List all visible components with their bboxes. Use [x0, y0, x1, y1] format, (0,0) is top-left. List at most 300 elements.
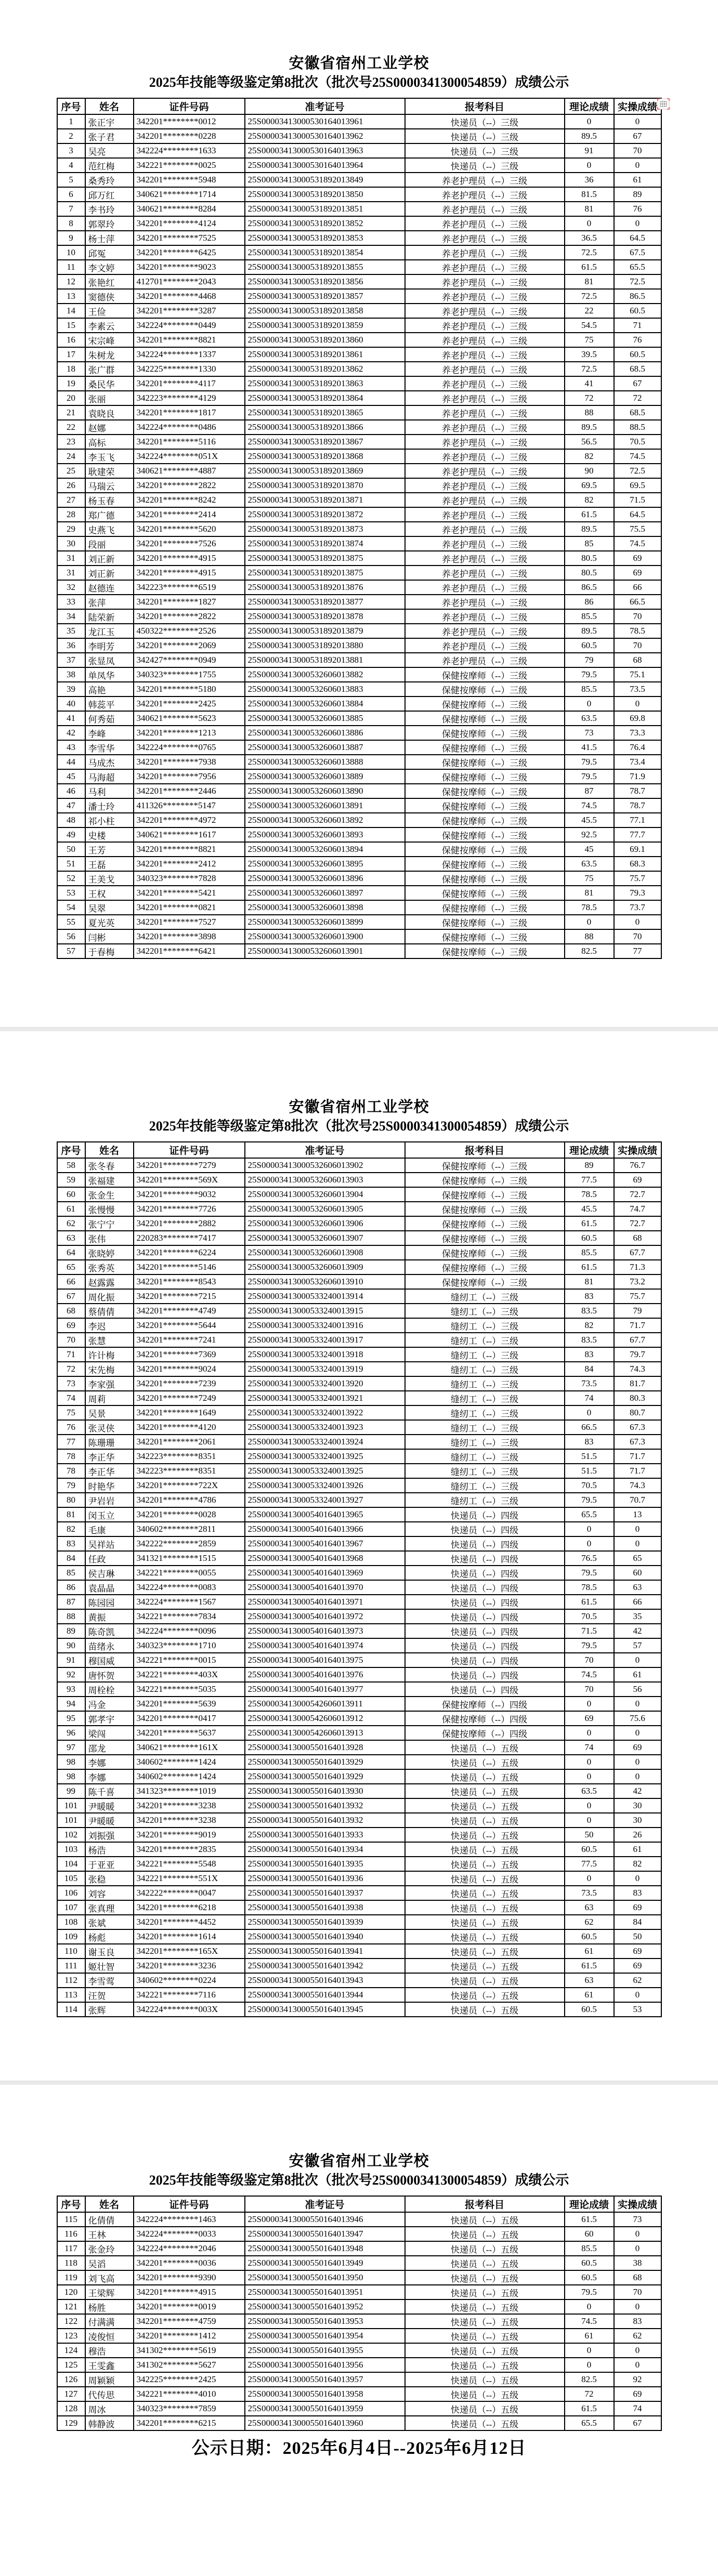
cell-id-number: 341302********5627 [134, 2358, 245, 2372]
cell-name: 王俭 [85, 304, 134, 318]
cell-theory-score: 83 [565, 1435, 614, 1449]
cell-exam-number: 25S00003413000531892013874 [245, 536, 405, 551]
cell-name: 窦德侠 [85, 289, 134, 304]
cell-seq: 116 [57, 2227, 85, 2241]
cell-subject: 快递员（--）五级 [405, 1900, 565, 1915]
cell-seq: 13 [57, 289, 85, 304]
cell-subject: 养老护理员（--）三级 [405, 449, 565, 464]
cell-exam-number: 25S00003413000531892013878 [245, 609, 405, 624]
cell-exam-number: 25S00003413000540164013970 [245, 1580, 405, 1595]
cell-id-number: 342201********5637 [134, 1726, 245, 1740]
cell-name: 杨玉春 [85, 493, 134, 507]
cell-id-number: 342201********0028 [134, 1507, 245, 1522]
cell-seq: 27 [57, 493, 85, 507]
cell-theory-score: 36 [565, 173, 614, 187]
cell-theory-score: 74.5 [565, 798, 614, 813]
col-header-subject: 报考科目 [405, 2196, 565, 2212]
results-table-3 [57, 2196, 662, 2431]
table-row [57, 1391, 661, 1405]
table-row [57, 842, 661, 857]
cell-id-number: 450322********2526 [134, 624, 245, 638]
cell-name: 郑广德 [85, 507, 134, 522]
cell-subject: 缝纫工（--）三级 [405, 1478, 565, 1493]
cell-practical-score: 76 [614, 333, 661, 347]
cell-name: 桑秀玲 [85, 173, 134, 187]
table-row [57, 1216, 661, 1231]
cell-id-number: 342201********7525 [134, 231, 245, 245]
table-row [57, 2256, 661, 2270]
cell-theory-score: 92.5 [565, 827, 614, 842]
cell-seq: 16 [57, 333, 85, 347]
cell-name: 张艳红 [85, 274, 134, 289]
cell-practical-score: 71.5 [614, 493, 661, 507]
cell-seq: 34 [57, 609, 85, 624]
cell-practical-score: 79 [614, 1304, 661, 1318]
cell-practical-score: 60.5 [614, 347, 661, 362]
cell-theory-score: 82 [565, 449, 614, 464]
cell-exam-number: 25S00003413000540164013969 [245, 1566, 405, 1580]
cell-subject: 养老护理员（--）三级 [405, 420, 565, 435]
cell-seq: 124 [57, 2343, 85, 2358]
col-header-practical-score: 实操成绩 [614, 2196, 661, 2212]
cell-exam-number: 25S00003413000550164013954 [245, 2329, 405, 2343]
cell-seq: 7 [57, 202, 85, 216]
cell-id-number: 342201********4759 [134, 2314, 245, 2329]
cell-exam-number: 25S00003413000540164013971 [245, 1595, 405, 1609]
cell-exam-number: 25S00003413000532606013887 [245, 740, 405, 755]
cell-seq: 117 [57, 2241, 85, 2256]
col-header-seq: 序号 [57, 2196, 85, 2212]
cell-exam-number: 25S00003413000532606013895 [245, 857, 405, 871]
cell-name: 张萍 [85, 595, 134, 609]
cell-seq: 1 [57, 114, 85, 129]
cell-exam-number: 25S00003413000550164013937 [245, 1886, 405, 1900]
cell-id-number: 342201********9024 [134, 1362, 245, 1376]
cell-name: 张辉 [85, 2002, 134, 2017]
cell-exam-number: 25S00003413000532606013885 [245, 711, 405, 726]
cell-subject: 快递员（--）五级 [405, 2256, 565, 2270]
cell-subject: 快递员（--）三级 [405, 158, 565, 173]
cell-seq: 61 [57, 1202, 85, 1216]
cell-theory-score: 85.5 [565, 609, 614, 624]
cell-subject: 养老护理员（--）三级 [405, 536, 565, 551]
cell-practical-score: 71 [614, 318, 661, 333]
results-table-2 [57, 1141, 662, 2017]
cell-seq: 18 [57, 362, 85, 376]
cell-id-number: 340621********8284 [134, 202, 245, 216]
cell-seq: 113 [57, 1988, 85, 2002]
cell-practical-score: 74.7 [614, 1202, 661, 1216]
cell-subject: 快递员（--）五级 [405, 2358, 565, 2372]
cell-name: 陈珊珊 [85, 1435, 134, 1449]
table-row [57, 1304, 661, 1318]
cell-id-number: 340621********1617 [134, 827, 245, 842]
cell-subject: 保健按摩师（--）三级 [405, 827, 565, 842]
table-row [57, 1435, 661, 1449]
cell-exam-number: 25S00003413000532606013890 [245, 784, 405, 798]
cell-name: 尹岩岩 [85, 1493, 134, 1507]
cell-name: 耿建荣 [85, 464, 134, 478]
cell-theory-score: 60.5 [565, 1842, 614, 1857]
cell-id-number: 342201********3898 [134, 929, 245, 944]
cell-subject: 快递员（--）五级 [405, 2270, 565, 2285]
cell-seq: 58 [57, 1158, 85, 1173]
table-row [57, 143, 661, 158]
cell-id-number: 342221********7834 [134, 1609, 245, 1624]
table-row [57, 944, 661, 958]
cell-theory-score: 85 [565, 536, 614, 551]
cell-exam-number: 25S00003413000533240013914 [245, 1289, 405, 1304]
cell-seq: 128 [57, 2401, 85, 2416]
table-row [57, 1667, 661, 1682]
cell-theory-score: 83.5 [565, 1333, 614, 1347]
cell-id-number: 342201********1614 [134, 1929, 245, 1944]
cell-theory-score: 0 [565, 2299, 614, 2314]
cell-seq: 123 [57, 2329, 85, 2343]
cell-id-number: 342201********722X [134, 1478, 245, 1493]
cell-name: 杨彪 [85, 1929, 134, 1944]
table-row [57, 260, 661, 274]
cell-exam-number: 25S00003413000550164013942 [245, 1959, 405, 1973]
cell-subject: 养老护理员（--）三级 [405, 580, 565, 595]
cell-id-number: 342221********0055 [134, 1566, 245, 1580]
paste-options-icon[interactable] [657, 98, 670, 110]
cell-exam-number: 25S00003413000533240013920 [245, 1376, 405, 1391]
cell-id-number: 342221********0025 [134, 158, 245, 173]
cell-practical-score: 67.3 [614, 1435, 661, 1449]
cell-subject: 保健按摩师（--）三级 [405, 886, 565, 900]
cell-exam-number: 25S00003413000532606013898 [245, 900, 405, 915]
cell-theory-score: 63.5 [565, 857, 614, 871]
cell-name: 刘飞高 [85, 2270, 134, 2285]
cell-name: 张真理 [85, 1900, 134, 1915]
cell-subject: 保健按摩师（--）三级 [405, 857, 565, 871]
cell-practical-score: 68.5 [614, 405, 661, 420]
col-header-exam-number: 准考证号 [245, 1142, 405, 1158]
cell-theory-score: 63 [565, 1900, 614, 1915]
cell-exam-number: 25S00003413000542606013912 [245, 1711, 405, 1726]
cell-theory-score: 82.5 [565, 2372, 614, 2387]
col-header-theory-score: 理论成绩 [565, 1142, 614, 1158]
cell-subject: 养老护理员（--）三级 [405, 274, 565, 289]
cell-name: 王芳 [85, 842, 134, 857]
cell-seq: 49 [57, 827, 85, 842]
table-row [57, 202, 661, 216]
cell-id-number: 342221********5035 [134, 1682, 245, 1697]
cell-seq: 122 [57, 2314, 85, 2329]
table-row [57, 827, 661, 842]
cell-exam-number: 25S00003413000532606013910 [245, 1274, 405, 1289]
cell-id-number: 342221********4010 [134, 2387, 245, 2401]
cell-seq: 75 [57, 1405, 85, 1420]
table-row [57, 1769, 661, 1784]
cell-seq: 14 [57, 304, 85, 318]
cell-practical-score: 68.3 [614, 857, 661, 871]
cell-subject: 养老护理员（--）三级 [405, 566, 565, 580]
cell-practical-score: 30 [614, 1798, 661, 1813]
cell-exam-number: 25S00003413000531892013871 [245, 493, 405, 507]
cell-subject: 快递员（--）五级 [405, 2387, 565, 2401]
cell-theory-score: 0 [565, 1871, 614, 1886]
cell-exam-number: 25S00003413000532606013883 [245, 682, 405, 696]
cell-exam-number: 25S00003413000531892013851 [245, 202, 405, 216]
cell-id-number: 342201********9390 [134, 2270, 245, 2285]
cell-theory-score: 39.5 [565, 347, 614, 362]
cell-name: 吴滔 [85, 2256, 134, 2270]
cell-subject: 保健按摩师（--）四级 [405, 1711, 565, 1726]
cell-theory-score: 61.5 [565, 1260, 614, 1274]
cell-practical-score: 57 [614, 1638, 661, 1653]
cell-seq: 5 [57, 173, 85, 187]
table-row [57, 915, 661, 929]
cell-name: 王权 [85, 886, 134, 900]
cell-practical-score: 0 [614, 1697, 661, 1711]
cell-seq: 9 [57, 231, 85, 245]
col-header-exam-number: 准考证号 [245, 2196, 405, 2212]
cell-subject: 快递员（--）五级 [405, 1973, 565, 1988]
cell-name: 高标 [85, 435, 134, 449]
cell-theory-score: 70 [565, 1653, 614, 1667]
table-row [57, 158, 661, 173]
cell-exam-number: 25S00003413000533240013919 [245, 1362, 405, 1376]
cell-practical-score: 67 [614, 2416, 661, 2430]
cell-subject: 缝纫工（--）三级 [405, 1420, 565, 1435]
cell-exam-number: 25S00003413000531892013863 [245, 376, 405, 391]
cell-theory-score: 0 [565, 2343, 614, 2358]
cell-subject: 养老护理员（--）三级 [405, 507, 565, 522]
table-row [57, 1522, 661, 1536]
cell-id-number: 342221********0015 [134, 1653, 245, 1667]
cell-practical-score: 26 [614, 1828, 661, 1842]
cell-exam-number: 25S00003413000532606013900 [245, 929, 405, 944]
cell-theory-score: 66.5 [565, 1420, 614, 1435]
cell-id-number: 342201********1817 [134, 405, 245, 420]
cell-name: 冯金 [85, 1697, 134, 1711]
cell-practical-score: 75.5 [614, 522, 661, 536]
cell-exam-number: 25S00003413000533240013917 [245, 1333, 405, 1347]
cell-exam-number: 25S00003413000550164013933 [245, 1828, 405, 1842]
cell-seq: 111 [57, 1959, 85, 1973]
cell-exam-number: 25S00003413000540164013976 [245, 1667, 405, 1682]
cell-seq: 78 [57, 1449, 85, 1464]
cell-id-number: 342201********8242 [134, 493, 245, 507]
cell-name: 李素云 [85, 318, 134, 333]
cell-seq: 89 [57, 1624, 85, 1638]
table-header-row [57, 1142, 661, 1158]
cell-exam-number: 25S00003413000532606013893 [245, 827, 405, 842]
cell-subject: 养老护理员（--）三级 [405, 435, 565, 449]
table-row [57, 726, 661, 740]
table-row [57, 478, 661, 493]
cell-seq: 69 [57, 1318, 85, 1333]
cell-practical-score: 0 [614, 1522, 661, 1536]
cell-name: 李正华 [85, 1449, 134, 1464]
cell-exam-number: 25S00003413000550164013946 [245, 2212, 405, 2227]
cell-subject: 保健按摩师（--）三级 [405, 740, 565, 755]
col-header-theory-score: 理论成绩 [565, 2196, 614, 2212]
cell-id-number: 340602********2811 [134, 1522, 245, 1536]
cell-exam-number: 25S00003413000532606013882 [245, 667, 405, 682]
table-row [57, 2299, 661, 2314]
cell-id-number: 342201********8821 [134, 842, 245, 857]
cell-theory-score: 0 [565, 1769, 614, 1784]
cell-practical-score: 0 [614, 2227, 661, 2241]
cell-exam-number: 25S00003413000550164013959 [245, 2401, 405, 2416]
table-row [57, 1755, 661, 1769]
col-header-seq: 序号 [57, 98, 85, 114]
cell-id-number: 342201********5146 [134, 1260, 245, 1274]
cell-name: 李书玲 [85, 202, 134, 216]
cell-exam-number: 25S00003413000531892013877 [245, 595, 405, 609]
cell-name: 吴亮 [85, 143, 134, 158]
cell-id-number: 342201********2425 [134, 696, 245, 711]
table-row [57, 1726, 661, 1740]
cell-subject: 养老护理员（--）三级 [405, 187, 565, 202]
cell-subject: 养老护理员（--）三级 [405, 202, 565, 216]
table-row [57, 711, 661, 726]
cell-theory-score: 0 [565, 1726, 614, 1740]
cell-seq: 121 [57, 2299, 85, 2314]
cell-seq: 104 [57, 1857, 85, 1871]
cell-exam-number: 25S00003413000531892013869 [245, 464, 405, 478]
table-row [57, 1711, 661, 1726]
cell-id-number: 342201********4468 [134, 289, 245, 304]
cell-id-number: 342224********0449 [134, 318, 245, 333]
cell-practical-score: 0 [614, 2358, 661, 2372]
cell-id-number: 342201********6218 [134, 1900, 245, 1915]
cell-theory-score: 70.5 [565, 1478, 614, 1493]
cell-seq: 82 [57, 1522, 85, 1536]
cell-seq: 125 [57, 2358, 85, 2372]
col-header-name: 姓名 [85, 1142, 134, 1158]
cell-practical-score: 75.6 [614, 1711, 661, 1726]
cell-name: 刘正新 [85, 551, 134, 566]
cell-practical-score: 62 [614, 2329, 661, 2343]
cell-practical-score: 70 [614, 638, 661, 653]
cell-subject: 缝纫工（--）三级 [405, 1362, 565, 1376]
cell-practical-score: 70.7 [614, 1493, 661, 1507]
cell-exam-number: 25S00003413000532606013889 [245, 769, 405, 784]
cell-exam-number: 25S00003413000532606013904 [245, 1187, 405, 1202]
table-row [57, 2314, 661, 2329]
cell-seq: 62 [57, 1216, 85, 1231]
table-row [57, 2401, 661, 2416]
cell-exam-number: 25S00003413000533240013923 [245, 1420, 405, 1435]
table-row [57, 857, 661, 871]
cell-exam-number: 25S00003413000533240013925 [245, 1449, 405, 1464]
cell-theory-score: 0 [565, 114, 614, 129]
table-row [57, 1886, 661, 1900]
table-row [57, 245, 661, 260]
cell-practical-score: 75.1 [614, 667, 661, 682]
cell-theory-score: 73.5 [565, 1376, 614, 1391]
cell-subject: 保健按摩师（--）四级 [405, 1697, 565, 1711]
cell-name: 李玉飞 [85, 449, 134, 464]
cell-seq: 95 [57, 1711, 85, 1726]
table-row [57, 376, 661, 391]
cell-theory-score: 45.5 [565, 1202, 614, 1216]
cell-subject: 保健按摩师（--）三级 [405, 1260, 565, 1274]
cell-exam-number: 25S00003413000532606013891 [245, 798, 405, 813]
cell-name: 马瑞云 [85, 478, 134, 493]
cell-exam-number: 25S00003413000550164013943 [245, 1973, 405, 1988]
cell-seq: 40 [57, 696, 85, 711]
cell-practical-score: 68 [614, 1231, 661, 1245]
table-row [57, 1274, 661, 1289]
table-row [57, 2372, 661, 2387]
cell-name: 邱冤 [85, 245, 134, 260]
cell-exam-number: 25S00003413000550164013957 [245, 2372, 405, 2387]
cell-id-number: 342201********7241 [134, 1333, 245, 1347]
cell-name: 王林 [85, 2227, 134, 2241]
cell-subject: 养老护理员（--）三级 [405, 405, 565, 420]
cell-exam-number: 25S00003413000531892013880 [245, 638, 405, 653]
cell-id-number: 342201********2882 [134, 1216, 245, 1231]
cell-theory-score: 77.5 [565, 1857, 614, 1871]
cell-theory-score: 76.5 [565, 1551, 614, 1566]
table-row [57, 1202, 661, 1216]
cell-id-number: 342225********2425 [134, 2372, 245, 2387]
cell-exam-number: 25S00003413000550164013952 [245, 2299, 405, 2314]
cell-practical-score: 0 [614, 1871, 661, 1886]
cell-theory-score: 60 [565, 2227, 614, 2241]
table-row [57, 304, 661, 318]
table-row [57, 1842, 661, 1857]
cell-practical-score: 71.7 [614, 1318, 661, 1333]
cell-seq: 110 [57, 1944, 85, 1959]
cell-exam-number: 25S00003413000531892013852 [245, 216, 405, 231]
cell-id-number: 342224********2046 [134, 2241, 245, 2256]
cell-theory-score: 85.5 [565, 1245, 614, 1260]
cell-seq: 53 [57, 886, 85, 900]
cell-practical-score: 42 [614, 1784, 661, 1798]
cell-id-number: 342201********2822 [134, 609, 245, 624]
cell-name: 张伟 [85, 1231, 134, 1245]
table-row [57, 1653, 661, 1667]
cell-id-number: 342201********2061 [134, 1435, 245, 1449]
cell-exam-number: 25S00003413000540164013965 [245, 1507, 405, 1522]
cell-seq: 52 [57, 871, 85, 886]
table-row [57, 1420, 661, 1435]
cell-id-number: 342201********7279 [134, 1158, 245, 1173]
cell-name: 李雪莺 [85, 1973, 134, 1988]
cell-seq: 79 [57, 1478, 85, 1493]
cell-exam-number: 25S00003413000531892013870 [245, 478, 405, 493]
table-row [57, 1318, 661, 1333]
cell-name: 杨士萍 [85, 231, 134, 245]
cell-id-number: 342201********2414 [134, 507, 245, 522]
table-row [57, 507, 661, 522]
page-2-section [0, 1098, 718, 2017]
cell-id-number: 340323********1755 [134, 667, 245, 682]
cell-name: 郭孝宇 [85, 1711, 134, 1726]
cell-subject: 养老护理员（--）三级 [405, 551, 565, 566]
cell-id-number: 342201********5620 [134, 522, 245, 536]
cell-exam-number: 25S00003413000532606013892 [245, 813, 405, 827]
cell-subject: 快递员（--）五级 [405, 1988, 565, 2002]
table-row [57, 2358, 661, 2372]
cell-name: 朱树龙 [85, 347, 134, 362]
table-row [57, 1798, 661, 1813]
cell-practical-score: 77.7 [614, 827, 661, 842]
cell-practical-score: 80.3 [614, 1391, 661, 1405]
cell-id-number: 342201********9032 [134, 1187, 245, 1202]
cell-exam-number: 25S00003413000532606013906 [245, 1216, 405, 1231]
cell-seq: 24 [57, 449, 85, 464]
table-row [57, 1624, 661, 1638]
cell-practical-score: 61 [614, 1842, 661, 1857]
cell-theory-score: 78.5 [565, 1580, 614, 1595]
